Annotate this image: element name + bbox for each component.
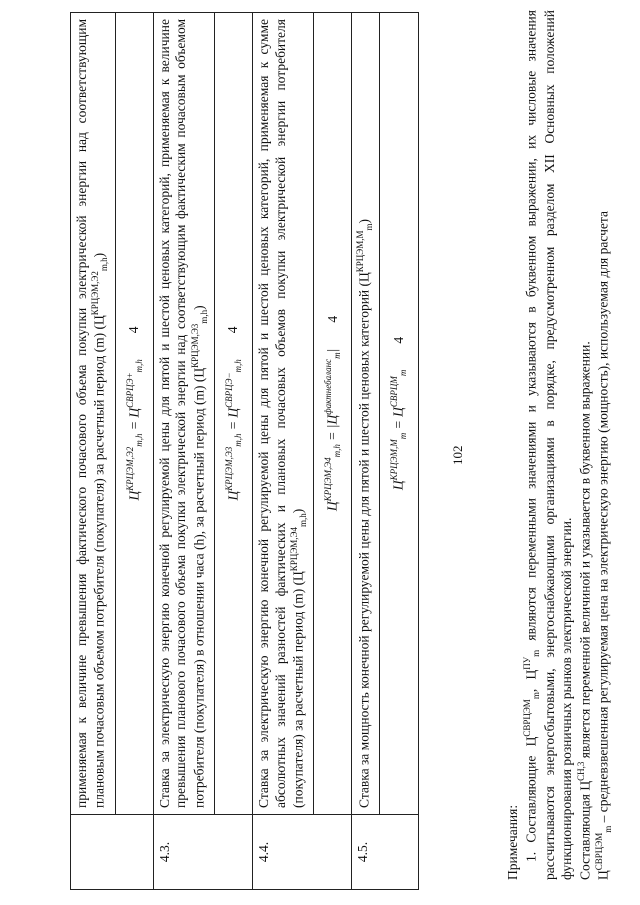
row-number: 4.5. — [352, 815, 418, 890]
formula: $Ц^{КРЦЭМ,Э2}_{m,h} = Ц^{СВРЦЭ+}_{m,h}4$ — [124, 326, 144, 501]
description-cell — [71, 13, 116, 815]
page-number: 102 — [450, 445, 465, 465]
note-1: 1. Составляющие $Ц^{СВРЦЭМ}_m$, $Ц^{ПУ}_m$ являются переменными значениями и указываются в буквенном выражении, их числовые значения рассчитываются энергосбытовыми, энергоснабжающими организациями в порядке, предусмотренном разделом XII Основных положений функционирования розничных рынков электрической энергии. — [521, 10, 574, 880]
equation-number: 4 — [324, 315, 340, 323]
table-row — [214, 13, 252, 890]
row-description: применяемая к величине превышения фактического почасового объема покупки электрической энергии над соответствующим плановым почасовым объемом потребителя (покупателя) за расчетный период (m) $(Ц^{КРЦЭМ,Э2}_{m,h})$ — [74, 19, 110, 808]
notes-section — [505, 10, 614, 880]
row-number: 4.4. — [253, 815, 352, 890]
formula: $Ц^{КРЦЭМ,М}_m = Ц^{СВРЦМ}_m4$ — [389, 336, 409, 491]
formula-cell — [380, 13, 418, 815]
tariff-table — [70, 12, 419, 890]
table-row — [71, 13, 116, 890]
equation-number: 4 — [390, 336, 406, 344]
formula-cell — [314, 13, 352, 815]
formula-cell — [214, 13, 252, 815]
table-row — [115, 13, 153, 890]
note-2: Составляющая $Ц^{СН,3}$ является переменной величиной и указывается в буквенном выражении. — [575, 341, 593, 880]
equation-number: 4 — [126, 326, 142, 334]
formula-cell — [115, 13, 153, 815]
row-number: 4.3. — [153, 815, 252, 890]
formula: $Ц^{КРЦЭМ,Э3}_{m,h} = Ц^{СВРЦЭ-}_{m,h}4$ — [223, 326, 244, 501]
row-description: Ставка за мощность конечной регулируемой цены для пятой и шестой ценовых категорий $(Ц^{КРЦЭМ,М}_m)$ — [355, 218, 375, 808]
row-description: Ставка за электрическую энергию конечной регулируемой цены для пятой и шестой ценовых категорий, применяемая к сумме абсолютных значений разностей фактических и плановых почасовых объемов покупки электрической энергии потребителя (покупателя) за расчетный период (m) $(Ц^{КРЦЭМ,Э4}_{m,h})$ — [256, 19, 309, 808]
row-description: Ставка за электрическую энергию конечной регулируемой цены для пятой и шестой ценовых категорий, применяемая к величине превышения планового почасового объема покупки электрической энергии над соответствующим фактическим почасовым объемом потребителя (покупателя) в отношении часа (h), за расчетный период (m) $(Ц^{КРЦЭМ,Э3}_{m,h})$ — [156, 19, 209, 808]
equation-number: 4 — [225, 326, 241, 334]
description-cell — [153, 13, 214, 815]
formula: $Ц^{КРЦЭМ,Э4}_{m,h} = |Ц^{фактнебаланс}_m|4$ — [323, 315, 343, 512]
table-row — [314, 13, 352, 890]
notes-heading: Примечания: — [505, 804, 520, 880]
note-3: $Ц^{СВРЦЭМ}_m$ – средневзвешенная регулируемая цена на электрическую энергию (мощность), используемая для расчета — [593, 211, 613, 880]
table-row — [153, 13, 214, 890]
table-row — [352, 13, 380, 890]
description-cell — [253, 13, 314, 815]
description-cell — [352, 13, 380, 815]
table-row — [253, 13, 314, 890]
table-row — [380, 13, 418, 890]
row-number-cell — [71, 815, 154, 890]
